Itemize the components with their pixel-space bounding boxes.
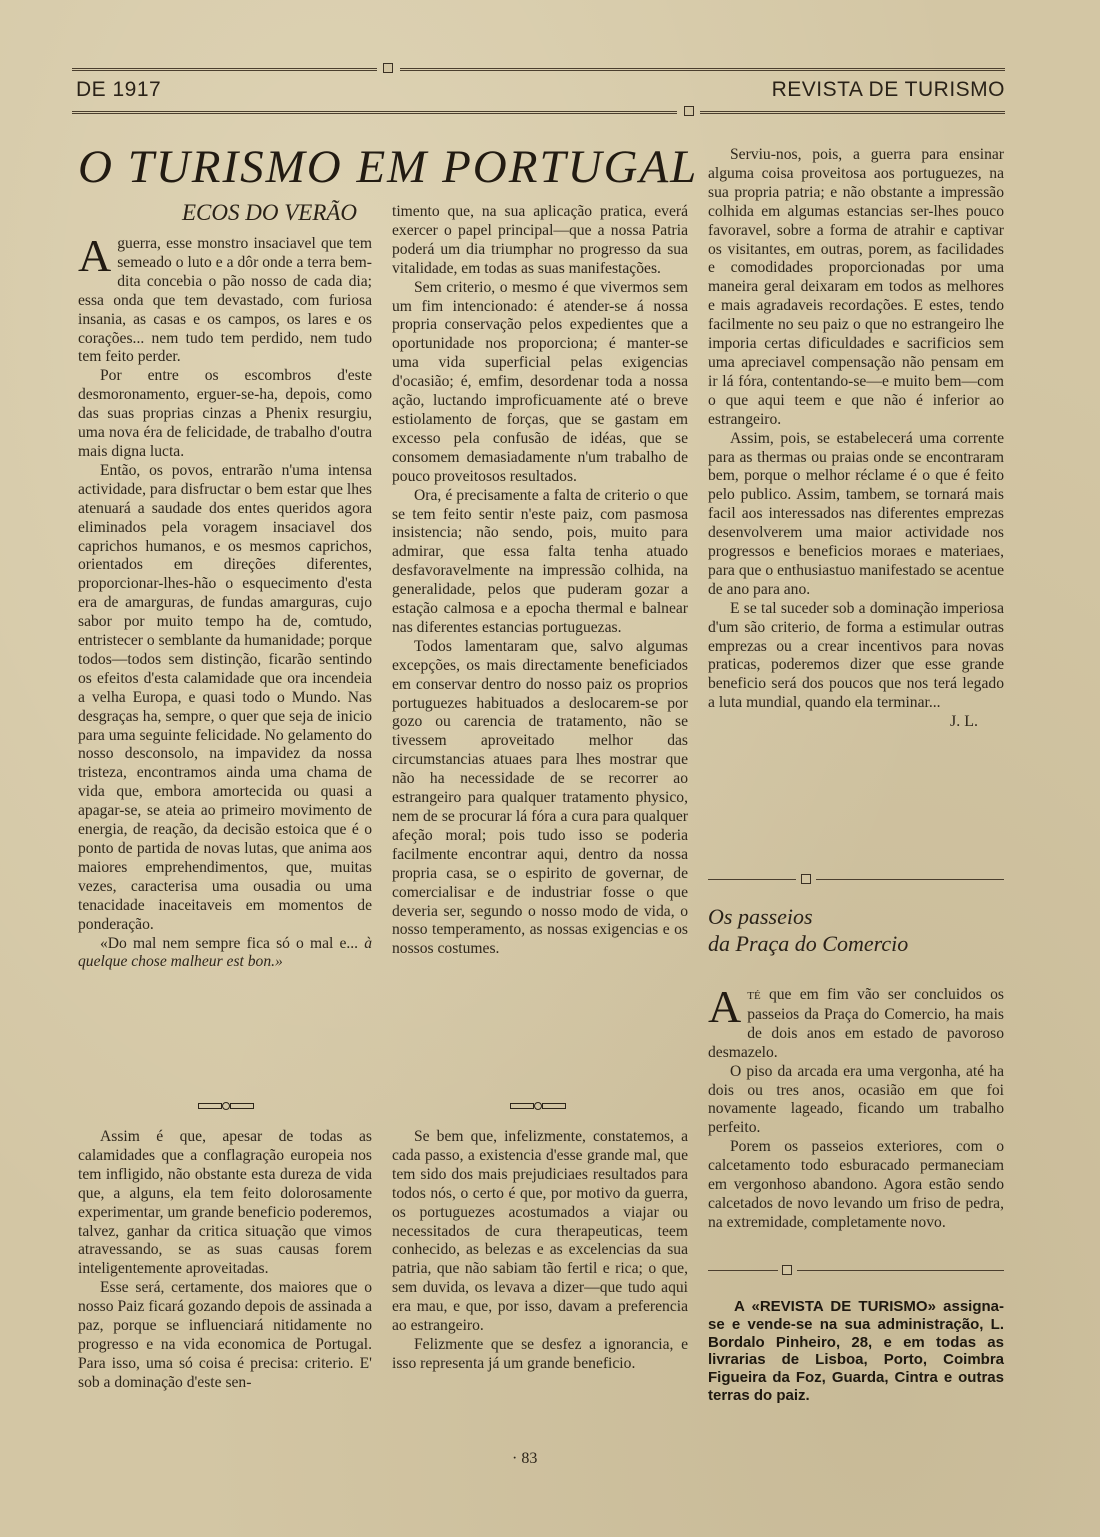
col1-paragraph-2: Por entre os escombros d'este desmoronamento, erguer-se-ha, depois, como das suas proprias cinzas a Phenix resurgiu, uma nova éra de felicidade, de trabalho d'outra mais digna lucta. xyxy=(78,367,372,460)
signature: J. L. xyxy=(950,713,978,731)
article2-paragraph-1: que em fim vão ser concluidos os passeios da Praça do Comercio, ha mais de dois anos em estado de pavoroso desmazelo. xyxy=(708,986,1004,1061)
article2-smallcaps: TÉ xyxy=(747,990,761,1002)
col3-paragraph-3: E se tal suceder sob a dominação imperiosa d'um são criterio, de forma a estimular outras emprezas ou a crear incentivos para novas praticas, poderemos dizer que esse grande beneficio será dos poucos que nos terá legado a luta mundial, quando ela terminar... xyxy=(708,599,1004,712)
col1-quote-french: à quelque chose malheur est bon.» xyxy=(78,934,372,971)
subscription-notice-text: A «REVISTA DE TURISMO» assigna-se e vende-se na sua administração, L. Bordalo Pinheiro, 28, e em todas as livrarias de Lisboa, Porto, Coimbra Figueira da Foz, Guarda, Cintra e outras terras do paiz. xyxy=(708,1298,1004,1404)
section-rule-2-right xyxy=(797,1270,1004,1271)
col2-paragraph-4: Todos lamentaram que, salvo algumas excepções, os mais directamente beneficiados em conservar dentro do nosso paiz os proprios portuguezes habituados a deslocarem-se por gozo ou carencia de tratamento, não se tivessem aproveitado melhor das circumstancias atuaes para lhes mostrar que não ha necessidade de se recorrer ao estrangeiro para qualquer tratamento physico, nem de se procurar lá fóra a cura para qualquer afeção moral; pois tudo isso se poderia facilmente encontrar aqui, dentro da nossa propria casa, se o espirito de governar, de comercialisar e de industriar fosse o que deveria ser, segundo o nosso modo de vida, o nosso temperamento, as nossas exigencias e os nossos costumes. xyxy=(392,637,688,958)
header-date: DE 1917 xyxy=(76,78,162,101)
header-title: REVISTA DE TURISMO xyxy=(771,78,1005,101)
col1-paragraph-3: Então, os povos, entrarão n'uma intensa actividade, para disfructar o bem estar que lhes atenuará a saudade dos entes queridos agora eliminados pela voragem insaciavel dos caprichos humanos, e os mesmos caprichos, orientados em direções diferentes, proporcionar-lhes-hão o esquecimento d'esta era de amarguras, de fundas amarguras, cujo sabor por muito tempo ha de, comtudo, entristecer o semblante da humanidade; porque todos—todos sem distinção, ficarão sentindo os efeitos d'esta calamidade que ora incendeia a velha Europa, e quasi todo o Mundo. Nas desgraças ha, sempre, o quer que seja de inicio para uma seguinte felicidade. No gelamento do nosso desconsolo, na impavidez da nossa tristeza, encontramos ainda uma chama de vida que, embora amortecida ou quasi a apagar-se, se ateia ao primeiro movimento de energia, de reação, da decisão estoica que é o ponto de partida de novas lutas, que anima aos maiores emprehendimentos, que, muitas vezes, caracterisa uma ousadia ou uma tenacidade inaceitaveis em momentos de ponderação. xyxy=(78,461,373,933)
separator-ornament-2 xyxy=(510,1100,566,1110)
article2-title-line-2: da Praça do Comercio xyxy=(708,931,909,956)
header-ornament xyxy=(684,106,694,116)
section-rule-1-right xyxy=(816,879,1004,880)
top-rule-left xyxy=(72,68,377,71)
column-2-top xyxy=(392,203,688,959)
col2-paragraph-5: Se bem que, infelizmente, constatemos, a cada passo, a existencia d'esse grande mal, que tem sido dos mais prejudiciaes resultados para todos nós, o certo é que, por motivo da guerra, os portuguezes acostumados a viajar ou necessitados de cura therapeuticas, teem conhecido, as belezas e as excelencias da sua patria, que não sabiam tão fertil e rica; o que, sem duvida, os levava a dizer—que tudo aqui era mau, e que, por isso, davam a preferencia ao estrangeiro. xyxy=(392,1128,688,1335)
col1-paragraph-1: guerra, esse monstro insaciavel que tem semeado o luto e a dôr onde a terra bem-dita concebia o pão nosso de cada dia; essa onda que tem devastado, com furiosa insania, as casas e os campos, os lares e os corações... nem tudo tem perdido, nem tudo tem feito perder. xyxy=(78,235,372,366)
column-1-bottom xyxy=(78,1128,372,1393)
col1-paragraph-6: Esse será, certamente, dos maiores que o nosso Paiz ficará gozando depois de assinada a paz, porque se influenciará nitidamente no progresso e na vida economica de Portugal. Para isso, uma só coisa é precisa: criterio. E' sob a dominação d'este sen- xyxy=(78,1279,372,1391)
col1-paragraph-5: Assim é que, apesar de todas as calamidades que a conflagração europeia nos tem infligido, não obstante esta dureza de vida que, a alguns, ela tem feito dolorosamente experimentar, um grande beneficio poderemos, talvez, ganhar da critica situação que vimos atravessando, se as suas causas forem inteligentemente aproveitadas. xyxy=(78,1128,372,1278)
section-ornament-2 xyxy=(782,1265,792,1275)
top-ornament xyxy=(383,63,393,73)
column-2-bottom xyxy=(392,1128,688,1374)
col2-paragraph-1: timento que, na sua aplicação pratica, everá exercer o papel principal—que a nossa Patria poderá um dia triumphar no progresso da sua vitalidade, em todas as suas manifestações. xyxy=(392,203,688,277)
col2-paragraph-2: Sem criterio, o mesmo é que vivermos sem um fim intencionado: é atender-se á nossa propria conservação pelos expedientes que a oportunidade nos proporciona; é manter-se uma vida superficial pelas exigencias d'ocasião; é, emfim, desordenar toda a nossa ação, luctando improficuamente até o breve estiolamento de forças, que se gastam em excesso pela confusão de idéas, que se consomem demasiadamente n'um trabalho de pouco proveitosos resultados. xyxy=(392,278,688,485)
article2-paragraph-3: Porem os passeios exteriores, com o calcetamento todo esburacado permaneciam em vergonhoso abandono. Agora estão sendo calcetados de novo levando um friso de pedra, na extremidade, completamente novo. xyxy=(708,1138,1004,1231)
page-number: · 83 xyxy=(512,1450,538,1467)
col2-paragraph-3: Ora, é precisamente a falta de criterio o que se tem feito sentir n'este paiz, com pasmosa insistencia; não sendo, pois, muito para admirar, que essa falta tenha atuado desfavoravelmente na impressão colhida, na generalidade, pelos que puderam gozar a estação calmosa e a epocha thermal e balnear nas diferentes estancias portuguezas. xyxy=(392,486,688,636)
col3-paragraph-1: Serviu-nos, pois, a guerra para ensinar alguma coisa proveitosa aos portuguezes, na sua propria patria; e não obstante a impressão colhida em algumas estancias ser-lhes pouco favoravel, sobre a forma de atrahir e captivar os visitantes, em outras, porem, as facilidades e comodidades proporcionadas por uma maneira geral deixaram em todos as melhores e mais agradaveis recordações. E estes, tendo facilmente no seu paiz o que no estrangeiro lhe imporia certas dificuldades e sacrificios sem uma apreciavel compensação não pensam em ir lá fóra, contentando-se—e muito bem—com o que aqui teem e que não é inferior ao estrangeiro. xyxy=(708,146,1004,428)
section-ornament-1 xyxy=(801,874,811,884)
section-rule-1-left xyxy=(708,879,796,880)
article-subtitle: ECOS DO VERÃO xyxy=(182,200,358,225)
column-3 xyxy=(708,146,1004,732)
subscription-notice xyxy=(708,1298,1004,1405)
article2-paragraph-2: O piso da arcada era uma vergonha, até ha dois ou tres anos, ocasião em que foi novamente lageado, ficando um trabalho perfeito. xyxy=(708,1062,1004,1137)
header-rule-left xyxy=(72,111,677,114)
col2-paragraph-6: Felizmente que se desfez a ignorancia, e isso representa já um grande beneficio. xyxy=(392,1335,688,1372)
header-rule-right xyxy=(700,111,1005,114)
col3-paragraph-2: Assim, pois, se estabelecerá uma corrente para as thermas ou praias onde se encontraram bem, porque o melhor réclame é o que é feito pelo publico. Assim, tambem, se tornará mais facil aos interessados nas diferentes emprezas desenvolverem uma maior actividade nos progressos e beneficios moraes e materiaes, para que o enthusiastuo manifestado se acentue de ano para ano. xyxy=(708,429,1004,598)
article2-title-line-1: Os passeios xyxy=(708,904,813,929)
column-1-top xyxy=(78,230,373,972)
article-title: O TURISMO EM PORTUGAL xyxy=(78,141,699,193)
article2-body xyxy=(708,981,1004,1233)
dropcap-a: A xyxy=(78,230,112,281)
col1-quote: «Do mal nem sempre fica só o mal e... xyxy=(100,934,365,952)
section-rule-2-left xyxy=(708,1270,778,1271)
article2-dropcap: A xyxy=(708,981,742,1032)
separator-ornament-1 xyxy=(198,1100,254,1110)
top-rule-right xyxy=(400,68,1005,71)
article2-title xyxy=(708,903,908,957)
